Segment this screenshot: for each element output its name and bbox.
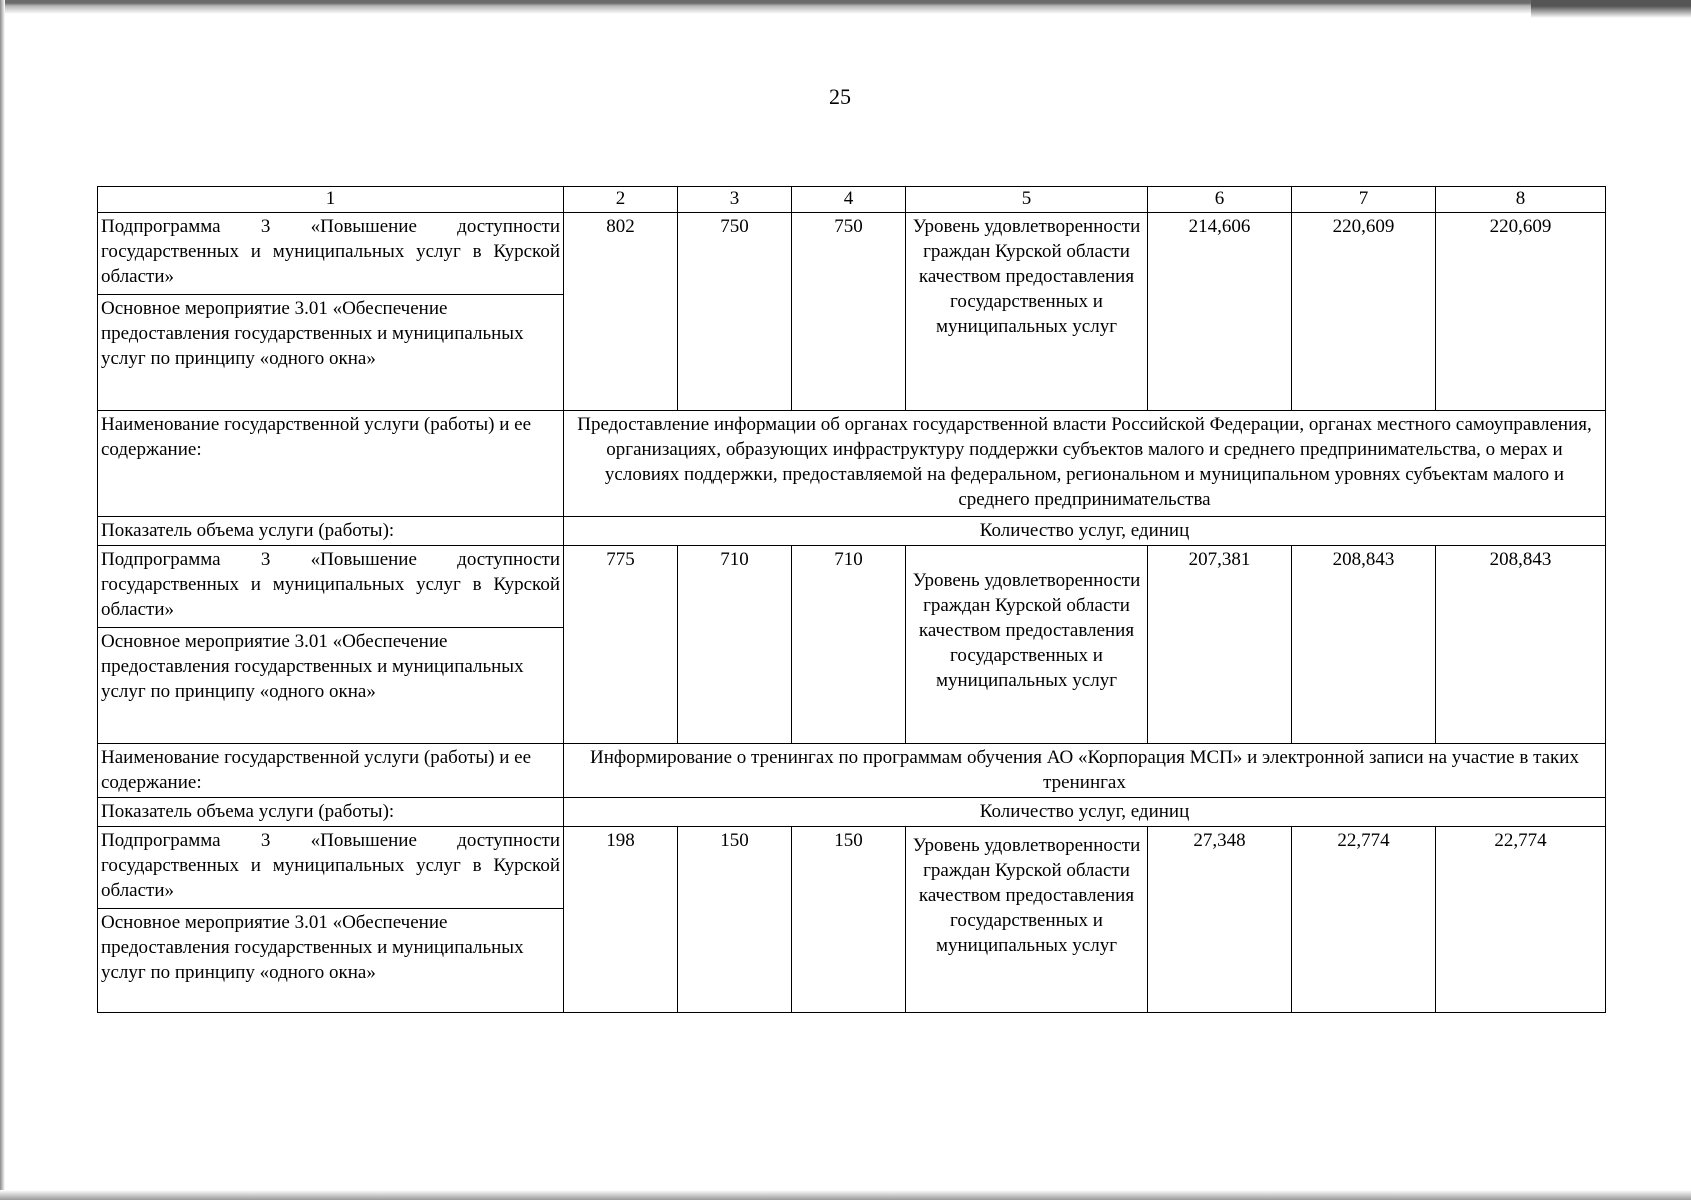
table-row	[98, 517, 1606, 546]
value-col3: 710	[678, 546, 792, 744]
volume-value: Количество услуг, единиц	[564, 517, 1606, 546]
scan-edge-bottom	[0, 1190, 1691, 1200]
service-name-label: Наименование государственной услуги (работы) и ее содержание:	[98, 411, 564, 517]
service-name-text: Предоставление информации об органах государственной власти Российской Федерации, органах местного самоуправления, организациях, образующих инфраструктуру поддержки субъектов малого и среднего предпринимательства, о мерах и условиях поддержки, предоставляемой на федеральном, региональном и муниципальном уровнях субъектам малого и среднего предпринимательства	[564, 411, 1606, 517]
service-name-text: Информирование о тренингах по программам обучения АО «Корпорация МСП» и электронной записи на участие в таких тренингах	[564, 744, 1606, 798]
table-row	[98, 213, 1606, 295]
scan-edge-left	[0, 0, 5, 1200]
activity-label: Основное мероприятие 3.01 «Обеспечение предоставления государственных и муниципальных услуг по принципу «одного окна»	[98, 909, 564, 1013]
value-col2: 802	[564, 213, 678, 411]
indicator-text: Уровень удовлетворенности граждан Курской области качеством предоставления государственных и муниципальных услуг	[906, 213, 1148, 411]
value-col3: 150	[678, 827, 792, 1013]
value-col4: 150	[792, 827, 906, 1013]
scan-edge-top	[0, 0, 1691, 14]
column-header: 6	[1148, 187, 1292, 213]
column-header: 5	[906, 187, 1148, 213]
value-col7: 208,843	[1292, 546, 1436, 744]
value-col6: 27,348	[1148, 827, 1292, 1013]
table-row	[98, 744, 1606, 798]
value-col4: 710	[792, 546, 906, 744]
column-header: 8	[1436, 187, 1606, 213]
value-col6: 214,606	[1148, 213, 1292, 411]
table-row	[98, 827, 1606, 909]
value-col3: 750	[678, 213, 792, 411]
scan-edge-top-right	[1531, 0, 1691, 18]
column-header: 2	[564, 187, 678, 213]
value-col2: 775	[564, 546, 678, 744]
indicator-text: Уровень удовлетворенности граждан Курской области качеством предоставления государственных и муниципальных услуг	[906, 827, 1148, 1013]
subprogram-label: Подпрограмма 3 «Повышение доступности государственных и муниципальных услуг в Курской области»	[98, 827, 564, 909]
column-header: 4	[792, 187, 906, 213]
table-row	[98, 546, 1606, 628]
column-header: 3	[678, 187, 792, 213]
volume-label: Показатель объема услуги (работы):	[98, 798, 564, 827]
activity-label: Основное мероприятие 3.01 «Обеспечение предоставления государственных и муниципальных услуг по принципу «одного окна»	[98, 628, 564, 744]
value-col7: 22,774	[1292, 827, 1436, 1013]
indicator-text: Уровень удовлетворенности граждан Курской области качеством предоставления государственных и муниципальных услуг	[906, 546, 1148, 744]
volume-value: Количество услуг, единиц	[564, 798, 1606, 827]
volume-label: Показатель объема услуги (работы):	[98, 517, 564, 546]
subprogram-label: Подпрограмма 3 «Повышение доступности государственных и муниципальных услуг в Курской области»	[98, 546, 564, 628]
activity-label: Основное мероприятие 3.01 «Обеспечение предоставления государственных и муниципальных услуг по принципу «одного окна»	[98, 295, 564, 411]
table-row	[98, 411, 1606, 517]
value-col8: 22,774	[1436, 827, 1606, 1013]
value-col7: 220,609	[1292, 213, 1436, 411]
subprogram-label: Подпрограмма 3 «Повышение доступности государственных и муниципальных услуг в Курской области»	[98, 213, 564, 295]
column-header-row	[98, 187, 1606, 213]
page-number: 25	[829, 84, 851, 109]
value-col6: 207,381	[1148, 546, 1292, 744]
value-col8: 220,609	[1436, 213, 1606, 411]
value-col8: 208,843	[1436, 546, 1606, 744]
column-header: 1	[98, 187, 564, 213]
column-header: 7	[1292, 187, 1436, 213]
services-table	[97, 186, 1606, 1013]
value-col2: 198	[564, 827, 678, 1013]
value-col4: 750	[792, 213, 906, 411]
service-name-label: Наименование государственной услуги (работы) и ее содержание:	[98, 744, 564, 798]
table-row	[98, 798, 1606, 827]
